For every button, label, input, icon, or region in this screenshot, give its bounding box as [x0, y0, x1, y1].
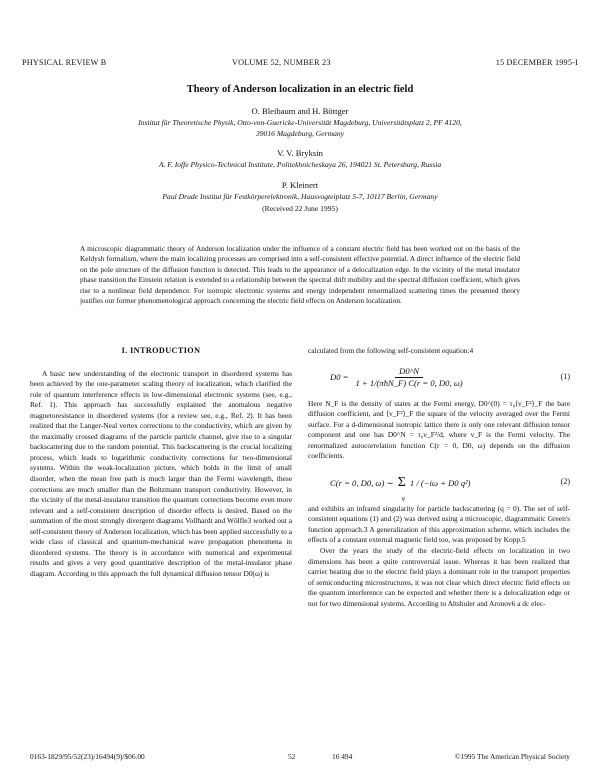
equation-1-denominator: 1 + 1/(πħN_F) C(r = 0, D0, ω) [355, 378, 463, 389]
equation-intro: calculated from the following self-consistent equation:4 [308, 346, 474, 355]
volume-number: VOLUME 52, NUMBER 23 [232, 58, 331, 67]
section-heading: I. INTRODUCTION [121, 346, 201, 355]
equation-1-lhs: D0 = [330, 372, 349, 383]
affiliation-2: A. F. Ioffe Physico-Technical Institute, Politekhnicheskaya 26, 194021 St. Petersburg, Russia [158, 160, 442, 169]
journal-name: PHYSICAL REVIEW B [22, 58, 107, 67]
affiliation-3: Paul Drude Institut für Festkörperelektronik, Hausvogteiplatz 5-7, 10117 Berlin, Germany [162, 192, 438, 201]
second-paragraph: Over the years the study of the electric-field effects on localization in two dimensions has been a quite controversial issue. Whereas it has been realized that carrier heating due to the electric field plays a dominant role in the transport properties of semiconducting microstructures, it was not clear which direct electric field effects on the quantum interference can be expected and whether there is a delocalization edge or not for two dimensional systems. According to Altshuler and Aronov6 a dc elec- [308, 546, 570, 608]
footer-volume: 52 [288, 752, 296, 761]
affiliation-1-line-1: Institut für Theoretische Physik, Otto-von-Guericke-Universität Magdeburg, Universitätsplatz 2, PF 4120, [138, 118, 462, 127]
equation-1 [308, 361, 570, 395]
right-column [308, 346, 570, 609]
left-column [30, 346, 292, 579]
page-footer [30, 752, 570, 764]
affiliation-1-line-2: 39016 Magdeburg, Germany [255, 129, 345, 138]
article-code: 0163-1829/95/52(23)/16494(9)/$06.00 [30, 752, 145, 761]
equation-2-number: (2) [560, 476, 570, 486]
author-1: O. Bleibaum and H. Böttger [251, 106, 349, 116]
equation-1-fraction [351, 366, 466, 389]
equation-2-rhs: 1 / (−iω + D0 q²) [409, 477, 471, 488]
page-number: 16 494 [332, 752, 353, 761]
issue-date: 15 DECEMBER 1995-I [495, 58, 578, 67]
equation-1-explanation: Here N_F is the density of states at the Fermi energy, D0^(0) = τ₀⟨v_F²⟩_F the bare diffusion coefficient, and ⟨v_F²⟩_F the square of the velocity averaged over the Fermi surface. For a d-dimensional isotropic lattice there is only one relevant diffusion tensor component and one has D0^N = τ₀v_F²/d, where v_F is the Fermi velocity. The renormalized autocorrelation function C(r = 0, D0, ω) depends on the diffusion coefficients. [308, 398, 570, 461]
paper-title: Theory of Anderson localization in an electric field [186, 84, 414, 95]
intro-paragraph: A basic new understanding of the electronic transport in disordered systems has been achieved by the one-parameter scaling theory of localization, which clarified the role of quantum interference effects in low-dimensional electronic systems (see, e.g., Ref. 1). This approach has successfully explained the anomalous negative magnetoresistance in disordered systems (for a review see, e.g., Ref. 2). It has been realized that the Langer-Neal vertex corrections to the conductivity, which are given by the maximally crossed diagrams of the particle particle channel, give rise to a singular backscattering due to the random potential. This backscattering is the crucial localizing process, which leads to logarithmic conductivity corrections for two-dimensional systems. Within the weak-localization picture, which holds in the limit of small disorder, when the mean free path is much larger than the Fermi wavelength, these corrections are much smaller than the Boltzmann transport conductivity. However, in the vicinity of the metal-insulator transition the quantum corrections become even more relevant and a self-consistent description of disorder effects is desired. Based on the summation of the most strongly divergent diagrams Vollhardt and Wölfle3 worked out a self-consistent theory of Anderson localization, which has been applied successfully to a wide class of classical and quantum-mechanical wave propagation phenomena in disordered systems. The theory is in accordance with numerical and experimental results and gives a very good quantitative description of the metal-insulator phase diagram. According to this approach the full dynamical diffusion tensor D0(ω) is [30, 368, 292, 578]
equation-1-numerator: D0^N [395, 366, 423, 378]
copyright: ©1995 The American Physical Society [454, 752, 570, 761]
author-3: P. Kleinert [281, 180, 319, 190]
equation-2-explanation: and exhibits an infrared singularity for particle backscattering (q = 0). The set of self-consistent equations (1) and (2) was derived using a microscopic, diagrammatic Green's function approach.3 A generalization of this approximation scheme, which includes the effects of a constant external magnetic field too, was proposed by Kopp.5 [308, 503, 570, 545]
summation-index: q [401, 495, 405, 502]
equation-2 [308, 466, 570, 500]
equation-1-number: (1) [560, 371, 570, 381]
author-2: V. V. Bryksin [277, 148, 323, 158]
equation-2-lhs: C(r = 0, D0, ω) ∼ [330, 477, 394, 488]
abstract: A microscopic diagrammatic theory of Anderson localization under the influence of a constant electric field has been worked out on the basis of the Keldysh formalism, where the main localizing processes are comprised into a self-consistent effective potential. A direct influence of the electric field on the pole structure of the diffusion function is detected. This leads to the appearance of a delocalization edge. In the vicinity of the metal insulator phase transition the Einstein relation is extended to a relationship between the spectral drift mobility and the spectral diffusion coefficient, which gives rise to a nonlinear field dependence. For isotropic electronic systems and energy independent renormalized scattering times the presented theory justifies our former phenomenological approach concerning the electric field effects on Anderson localization. [80, 244, 520, 306]
running-head [22, 58, 578, 70]
received-date: (Received 22 June 1995) [262, 204, 338, 213]
summation-sign: Σ q [398, 478, 406, 489]
